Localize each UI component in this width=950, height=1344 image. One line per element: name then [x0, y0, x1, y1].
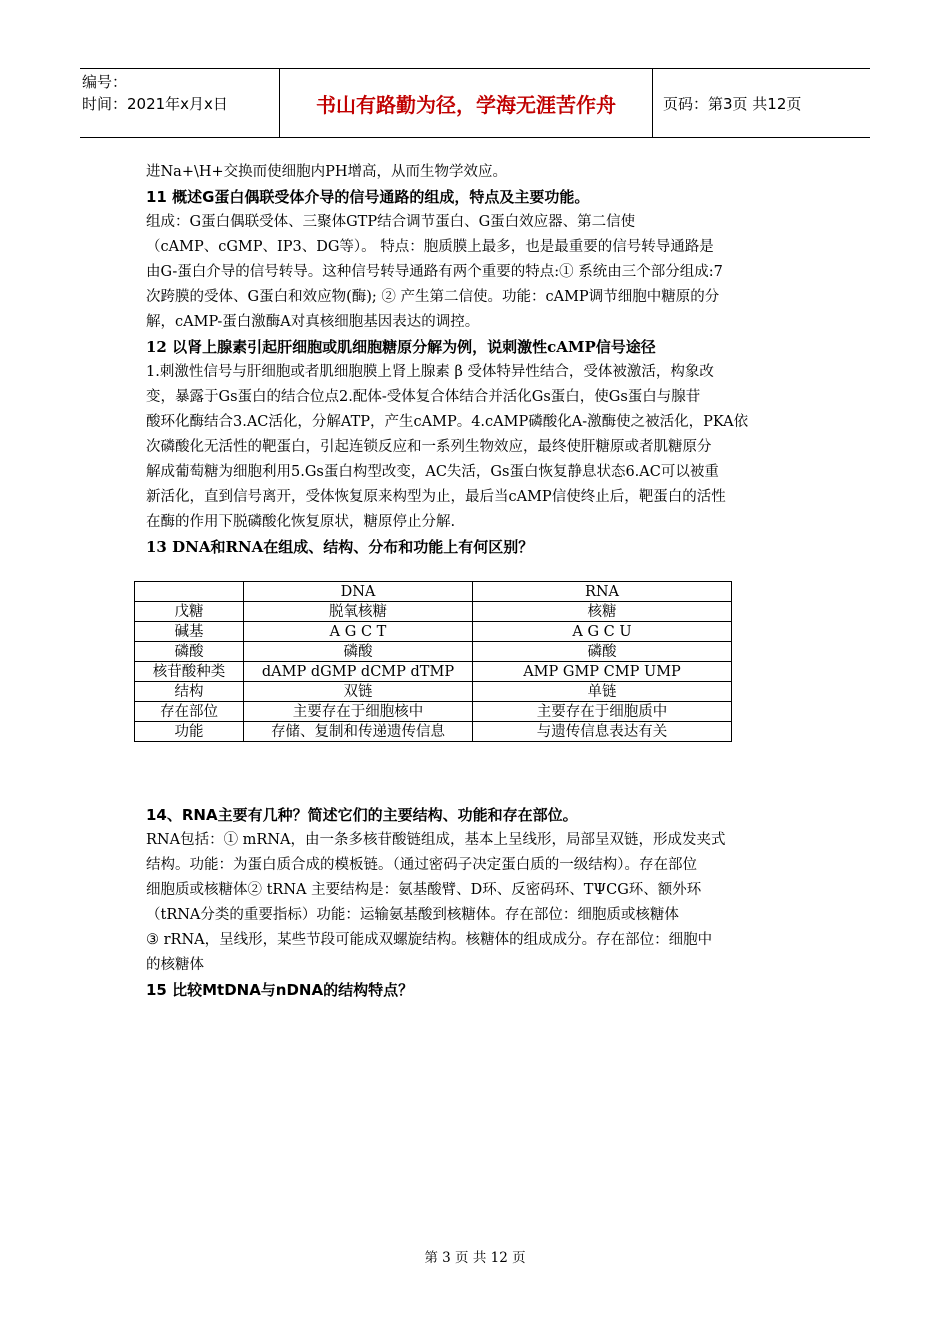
document-body: [146, 160, 810, 560]
header-meta: [80, 69, 280, 137]
page-header: [80, 68, 870, 138]
table-cell: A G C U: [473, 622, 732, 642]
answer-14-line: （tRNA分类的重要指标）功能：运输氨基酸到核糖体。存在部位：细胞质或核糖体: [146, 907, 679, 923]
paragraph: 进Na+\H+交换而使细胞内PH增高，从而生物学效应。: [146, 164, 508, 180]
page-footer: 第 3 页 共 12 页: [424, 1250, 526, 1266]
table-cell: DNA: [244, 582, 473, 602]
question-12: 12 以肾上腺素引起肝细胞或肌细胞糖原分解为例，说刺激性cAMP信号途径: [146, 338, 656, 356]
document-body-continued: [146, 803, 810, 1003]
answer-14-line: 的核糖体: [146, 957, 204, 973]
answer-12-line: 变，暴露于Gs蛋白的结合位点2.配体-受体复合体结合并活化Gs蛋白，使Gs蛋白与腺苷: [146, 389, 701, 405]
question-11: 11 概述G蛋白偶联受体介导的信号通路的组成，特点及主要功能。: [146, 188, 590, 206]
table-cell: 功能: [135, 722, 244, 742]
table-cell: [135, 582, 244, 602]
table-cell: 核糖: [473, 602, 732, 622]
table-cell: 核苷酸种类: [135, 662, 244, 682]
answer-11-line: 组成：G蛋白偶联受体、三聚体GTP结合调节蛋白、G蛋白效应器、第二信使: [146, 214, 636, 230]
answer-11-line: 解，cAMP-蛋白激酶A对真核细胞基因表达的调控。: [146, 314, 480, 330]
answer-14-line: RNA包括：① mRNA，由一条多核苷酸链组成，基本上呈线形，局部呈双链，形成发夹式: [146, 832, 726, 848]
answer-12-line: 次磷酸化无活性的靶蛋白，引起连锁反应和一系列生物效应，最终使肝糖原或者肌糖原分: [146, 439, 712, 455]
table-row: [135, 602, 732, 622]
table-cell: 磷酸: [473, 642, 732, 662]
table-header-row: [135, 582, 732, 602]
answer-11-line: （cAMP、cGMP、IP3、DG等）。 特点：胞质膜上最多，也是最重要的信号转导通路是: [146, 239, 714, 255]
table-cell: 脱氧核糖: [244, 602, 473, 622]
answer-11-line: 由G-蛋白介导的信号转导。这种信号转导通路有两个重要的特点:① 系统由三个部分组成:7: [146, 264, 723, 280]
header-page-label: 页码：第3页 共12页: [663, 94, 802, 113]
table-cell: 单链: [473, 682, 732, 702]
answer-14-line: 细胞质或核糖体② tRNA 主要结构是：氨基酸臂、D环、反密码环、TΨCG环、额外环: [146, 882, 702, 898]
table-cell: 存储、复制和传递遗传信息: [244, 722, 473, 742]
question-14: 14、RNA主要有几种？简述它们的主要结构、功能和存在部位。: [146, 806, 578, 824]
answer-12-line: 酸环化酶结合3.AC活化，分解ATP，产生cAMP。4.cAMP磷酸化A-激酶使之被活化，PKA依: [146, 414, 749, 430]
table-cell: 存在部位: [135, 702, 244, 722]
table-cell: A G C T: [244, 622, 473, 642]
answer-12-line: 在酶的作用下脱磷酸化恢复原状，糖原停止分解.: [146, 514, 456, 530]
question-15: 15 比较MtDNA与nDNA的结构特点？: [146, 981, 414, 999]
answer-12-line: 解成葡萄糖为细胞利用5.Gs蛋白构型改变，AC失活，Gs蛋白恢复静息状态6.AC可以被重: [146, 464, 719, 480]
table-cell: 与遗传信息表达有关: [473, 722, 732, 742]
answer-14-line: 结构。功能：为蛋白质合成的模板链。（通过密码子决定蛋白质的一级结构）。存在部位: [146, 857, 697, 873]
header-motto: 书山有路勤为径，学海无涯苦作舟: [280, 69, 653, 137]
table-row: [135, 642, 732, 662]
table-row: [135, 682, 732, 702]
dna-rna-comparison-table: [134, 581, 732, 742]
table-row: [135, 702, 732, 722]
table-cell: 主要存在于细胞质中: [473, 702, 732, 722]
table-cell: 磷酸: [244, 642, 473, 662]
table-cell: 碱基: [135, 622, 244, 642]
answer-12-line: 1.刺激性信号与肝细胞或者肌细胞膜上肾上腺素 β 受体特异性结合，受体被激活，构象改: [146, 364, 714, 380]
table-row: [135, 722, 732, 742]
table-row: [135, 622, 732, 642]
table-cell: 结构: [135, 682, 244, 702]
table-cell: RNA: [473, 582, 732, 602]
table-cell: 双链: [244, 682, 473, 702]
question-13: 13 DNA和RNA在组成、结构、分布和功能上有何区别？: [146, 538, 534, 556]
table-cell: 戊糖: [135, 602, 244, 622]
answer-11-line: 次跨膜的受体、G蛋白和效应物(酶); ② 产生第二信使。功能：cAMP调节细胞中糖原的分: [146, 289, 720, 305]
date-label: 时间：2021年x月x日: [82, 95, 228, 113]
answer-12-line: 新活化，直到信号离开，受体恢复原来构型为止，最后当cAMP信使终止后，靶蛋白的活性: [146, 489, 726, 505]
table-row: [135, 662, 732, 682]
answer-14-line: ③ rRNA，呈线形，某些节段可能成双螺旋结构。核糖体的组成成分。存在部位：细胞中: [146, 932, 713, 948]
table-cell: 主要存在于细胞核中: [244, 702, 473, 722]
table-cell: AMP GMP CMP UMP: [473, 662, 732, 682]
table-cell: dAMP dGMP dCMP dTMP: [244, 662, 473, 682]
table-cell: 磷酸: [135, 642, 244, 662]
number-label: 编号：: [82, 73, 128, 91]
